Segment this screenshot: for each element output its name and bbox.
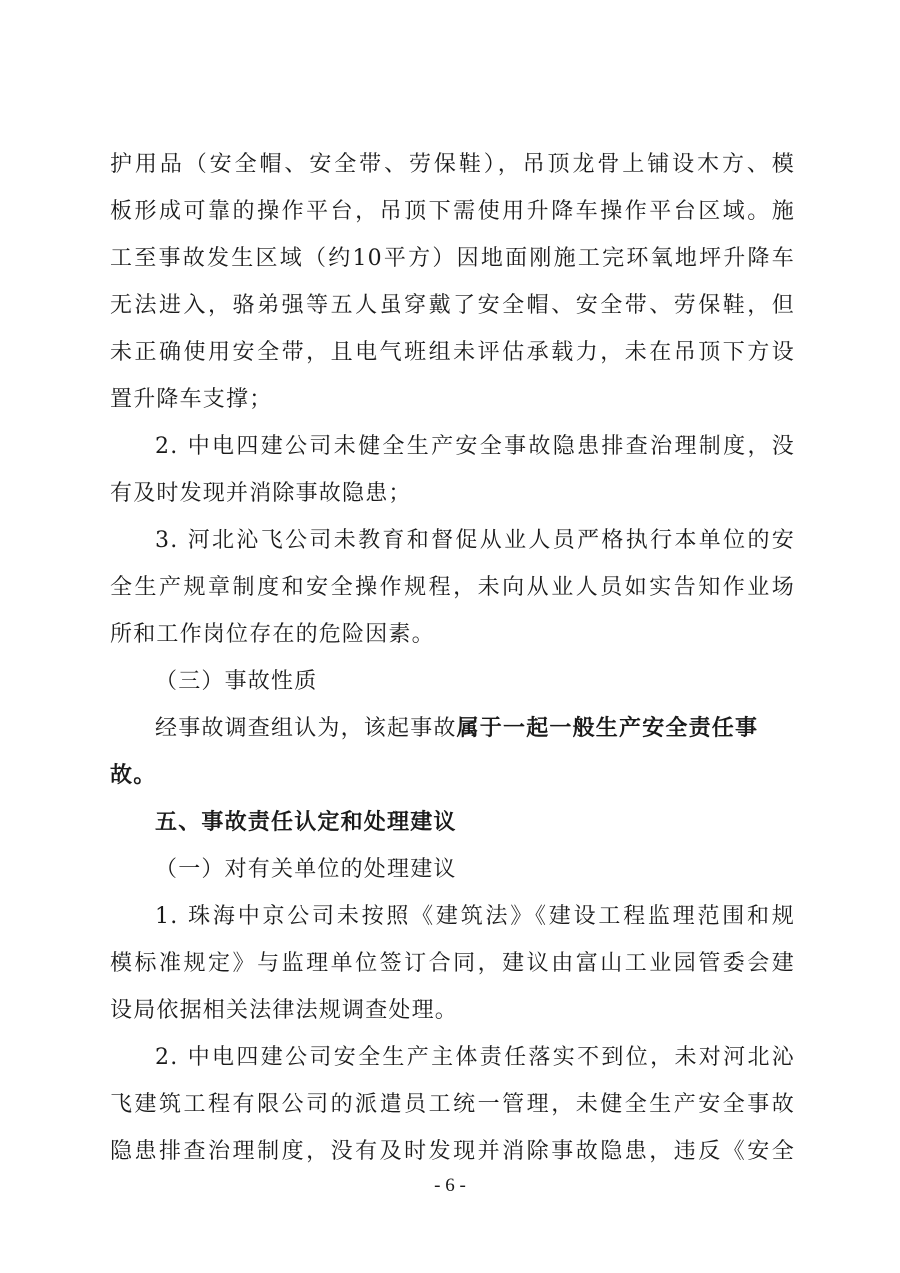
text-line: 工至事故发生区域（约10平方）因地面刚施工完环氧地坪升降车 — [110, 246, 795, 271]
text-line: 护用品（安全帽、安全带、劳保鞋），吊顶龙骨上铺设木方、模 — [110, 152, 795, 177]
text-line: 模标准规定》与监理单位签订合同，建议由富山工业园管委会建 — [110, 951, 795, 976]
page-number: - 6 - — [434, 1175, 466, 1196]
normal-text: 经事故调查组认为，该起事故 — [155, 716, 457, 741]
text-line: 未正确使用安全带，且电气班组未评估承载力，未在吊顶下方设 — [110, 340, 795, 365]
subheading-units: （一）对有关单位的处理建议 — [155, 857, 457, 882]
list-item-2: 2. 中电四建公司未健全生产安全事故隐患排查治理制度，没 — [155, 434, 795, 459]
text-line: 飞建筑工程有限公司的派遣员工统一管理，未健全生产安全事故 — [110, 1092, 795, 1117]
text-line: 有及时发现并消除事故隐患； — [110, 481, 412, 506]
bold-conclusion: 属于一起一般生产安全责任事 — [456, 716, 759, 741]
list-item-1: 1. 珠海中京公司未按照《建筑法》《建设工程监理范围和规 — [155, 904, 795, 929]
text-line: 隐患排查治理制度，没有及时发现并消除事故隐患，违反《安全 — [110, 1139, 795, 1164]
text-line: 板形成可靠的操作平台，吊顶下需使用升降车操作平台区域。施 — [110, 199, 795, 224]
list-item-3: 3. 河北沁飞公司未教育和督促从业人员严格执行本单位的安 — [155, 528, 795, 553]
subheading-accident-nature: （三）事故性质 — [155, 669, 318, 694]
bold-conclusion-end: 故。 — [110, 763, 157, 788]
text-line: 无法进入，骆弟强等五人虽穿戴了安全帽、安全带、劳保鞋，但 — [110, 293, 795, 318]
accident-nature-text — [155, 714, 795, 744]
text-line: 设局依据相关法律法规调查处理。 — [110, 998, 459, 1023]
text-line: 所和工作岗位存在的危险因素。 — [110, 622, 435, 647]
text-line: 全生产规章制度和安全操作规程，未向从业人员如实告知作业场 — [110, 575, 795, 600]
section-heading-5: 五、事故责任认定和处理建议 — [155, 810, 457, 835]
text-line: 置升降车支撑； — [110, 387, 273, 412]
list-item-2b: 2. 中电四建公司安全生产主体责任落实不到位，未对河北沁 — [155, 1045, 795, 1070]
